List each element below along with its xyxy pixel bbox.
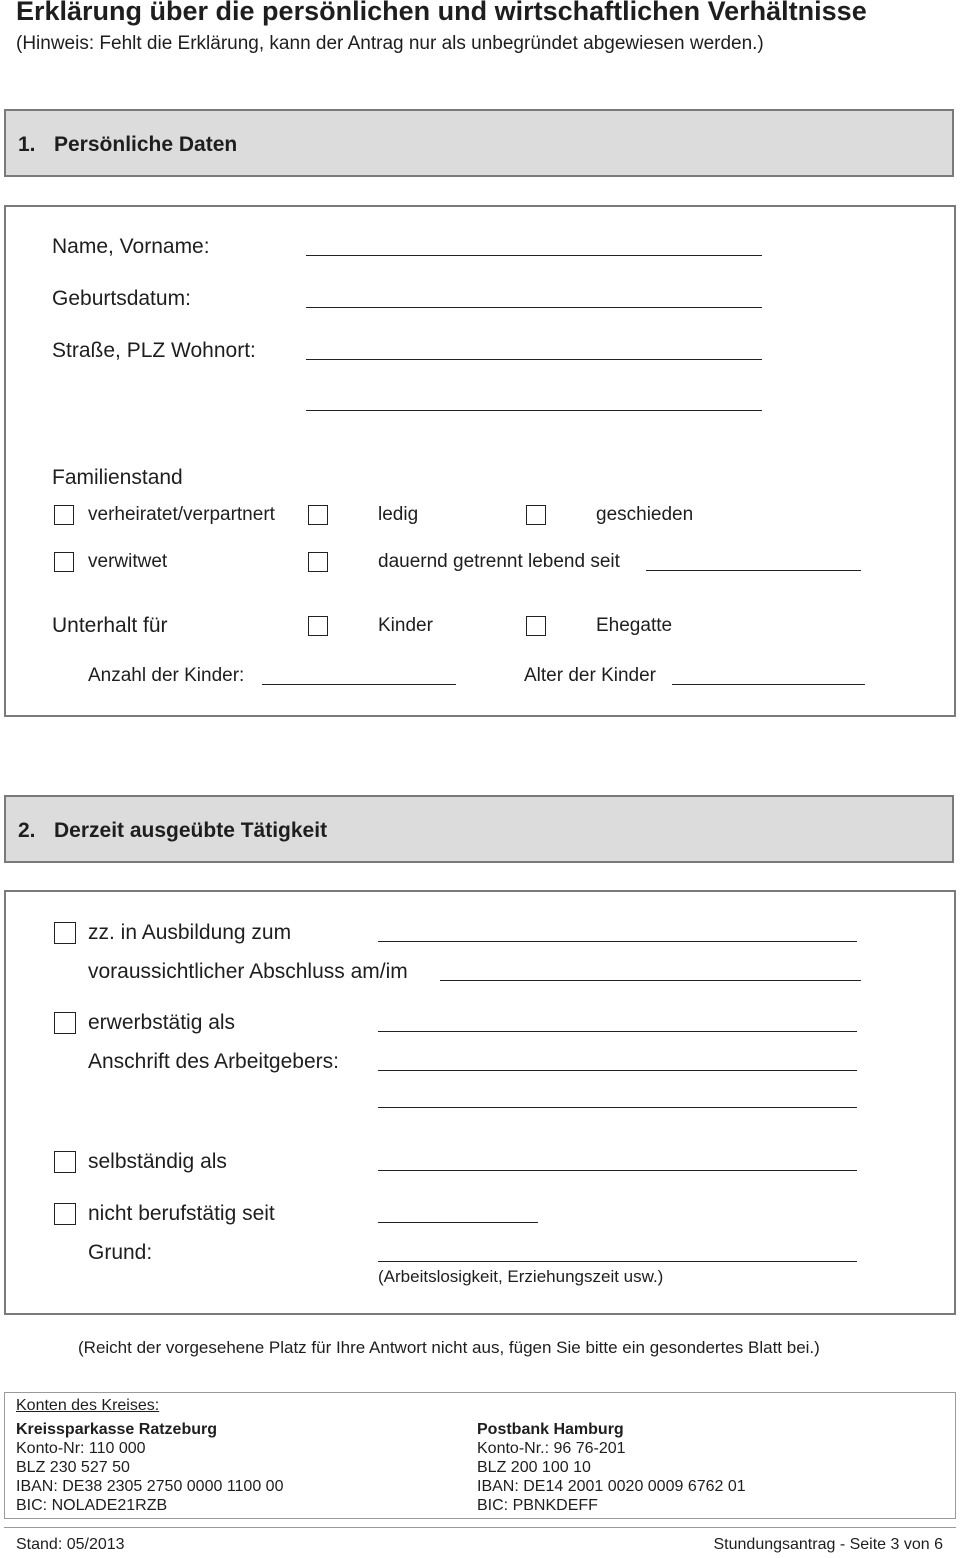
employer-address-label: Anschrift des Arbeitgebers: <box>88 1050 339 1073</box>
bank2-account: Konto-Nr.: 96 76-201 <box>477 1440 626 1457</box>
bank1-blz: BLZ 230 527 50 <box>16 1459 130 1476</box>
bank1-iban: IBAN: DE38 2305 2750 0000 1100 00 <box>16 1478 284 1495</box>
separated-checkbox[interactable] <box>308 552 328 572</box>
employed-checkbox[interactable] <box>54 1012 76 1034</box>
name-label: Name, Vorname: <box>52 235 210 258</box>
spouse-label: Ehegatte <box>596 615 673 636</box>
children-label: Kinder <box>378 615 433 636</box>
family-status-label: Familienstand <box>52 466 183 489</box>
single-checkbox[interactable] <box>308 505 328 525</box>
widowed-checkbox[interactable] <box>54 552 74 572</box>
footer-divider <box>4 1527 956 1528</box>
section2-number: 2. <box>18 819 36 842</box>
not-working-checkbox[interactable] <box>54 1203 76 1225</box>
self-employed-checkbox[interactable] <box>54 1151 76 1173</box>
section2-header <box>4 795 954 863</box>
training-field[interactable] <box>378 941 857 942</box>
not-working-label: nicht berufstätig seit <box>88 1202 275 1225</box>
employer-address-field-line2[interactable] <box>378 1107 857 1108</box>
address-field[interactable] <box>306 359 762 360</box>
space-note: (Reicht der vorgesehene Platz für Ihre Antwort nicht aus, fügen Sie bitte ein gesondertes Blatt bei.) <box>78 1338 820 1357</box>
self-employed-label: selbständig als <box>88 1150 227 1173</box>
bank2-blz: BLZ 200 100 10 <box>477 1459 591 1476</box>
not-working-since-field[interactable] <box>378 1222 538 1223</box>
hint-text: (Hinweis: Fehlt die Erklärung, kann der Antrag nur als unbegründet abgewiesen werden.) <box>16 33 764 54</box>
support-label: Unterhalt für <box>52 614 168 637</box>
bank2-bic: BIC: PBNKDEFF <box>477 1497 598 1514</box>
num-children-field[interactable] <box>262 684 456 685</box>
address-label: Straße, PLZ Wohnort: <box>52 339 256 362</box>
section2-title: Derzeit ausgeübte Tätigkeit <box>54 819 328 842</box>
married-label: verheiratet/verpartnert <box>88 504 275 525</box>
divorced-label: geschieden <box>596 504 694 525</box>
section1-title: Persönliche Daten <box>54 133 238 156</box>
expected-degree-field[interactable] <box>440 980 861 981</box>
num-children-label: Anzahl der Kinder: <box>88 665 245 686</box>
employed-label: erwerbstätig als <box>88 1011 236 1034</box>
address-field-line2[interactable] <box>306 410 762 411</box>
section1-header <box>4 109 954 177</box>
birthdate-label: Geburtsdatum: <box>52 287 191 310</box>
accounts-heading: Konten des Kreises: <box>16 1397 160 1414</box>
bank1-bic: BIC: NOLADE21RZB <box>16 1497 168 1514</box>
single-label: ledig <box>378 504 419 525</box>
age-children-label: Alter der Kinder <box>524 665 657 686</box>
spouse-checkbox[interactable] <box>526 616 546 636</box>
bank1-name: Kreissparkasse Ratzeburg <box>16 1421 217 1438</box>
bank2-name: Postbank Hamburg <box>477 1421 624 1438</box>
bank1-account: Konto-Nr: 110 000 <box>16 1440 146 1457</box>
children-checkbox[interactable] <box>308 616 328 636</box>
widowed-label: verwitwet <box>88 551 168 572</box>
section1-number: 1. <box>18 133 36 156</box>
employer-address-field[interactable] <box>378 1070 857 1071</box>
bank2-iban: IBAN: DE14 2001 0020 0009 6762 01 <box>477 1478 746 1495</box>
training-label: zz. in Ausbildung zum <box>88 921 292 944</box>
birthdate-field[interactable] <box>306 307 762 308</box>
section1-box <box>4 205 956 717</box>
married-checkbox[interactable] <box>54 505 74 525</box>
age-children-field[interactable] <box>672 684 865 685</box>
separated-label: dauernd getrennt lebend seit <box>378 551 620 572</box>
reason-hint: (Arbeitslosigkeit, Erziehungszeit usw.) <box>378 1267 664 1286</box>
separated-since-field[interactable] <box>646 570 861 571</box>
expected-degree-label: voraussichtlicher Abschluss am/im <box>88 960 408 983</box>
document-title: Erklärung über die persönlichen und wirtschaftlichen Verhältnisse <box>16 0 867 26</box>
name-field[interactable] <box>306 255 762 256</box>
training-checkbox[interactable] <box>54 922 76 944</box>
employed-field[interactable] <box>378 1031 857 1032</box>
divorced-checkbox[interactable] <box>526 505 546 525</box>
footer-stand: Stand: 05/2013 <box>16 1536 125 1553</box>
footer-page: Stundungsantrag - Seite 3 von 6 <box>713 1536 943 1553</box>
reason-field[interactable] <box>378 1261 857 1262</box>
self-employed-field[interactable] <box>378 1170 857 1171</box>
reason-label: Grund: <box>88 1241 153 1264</box>
